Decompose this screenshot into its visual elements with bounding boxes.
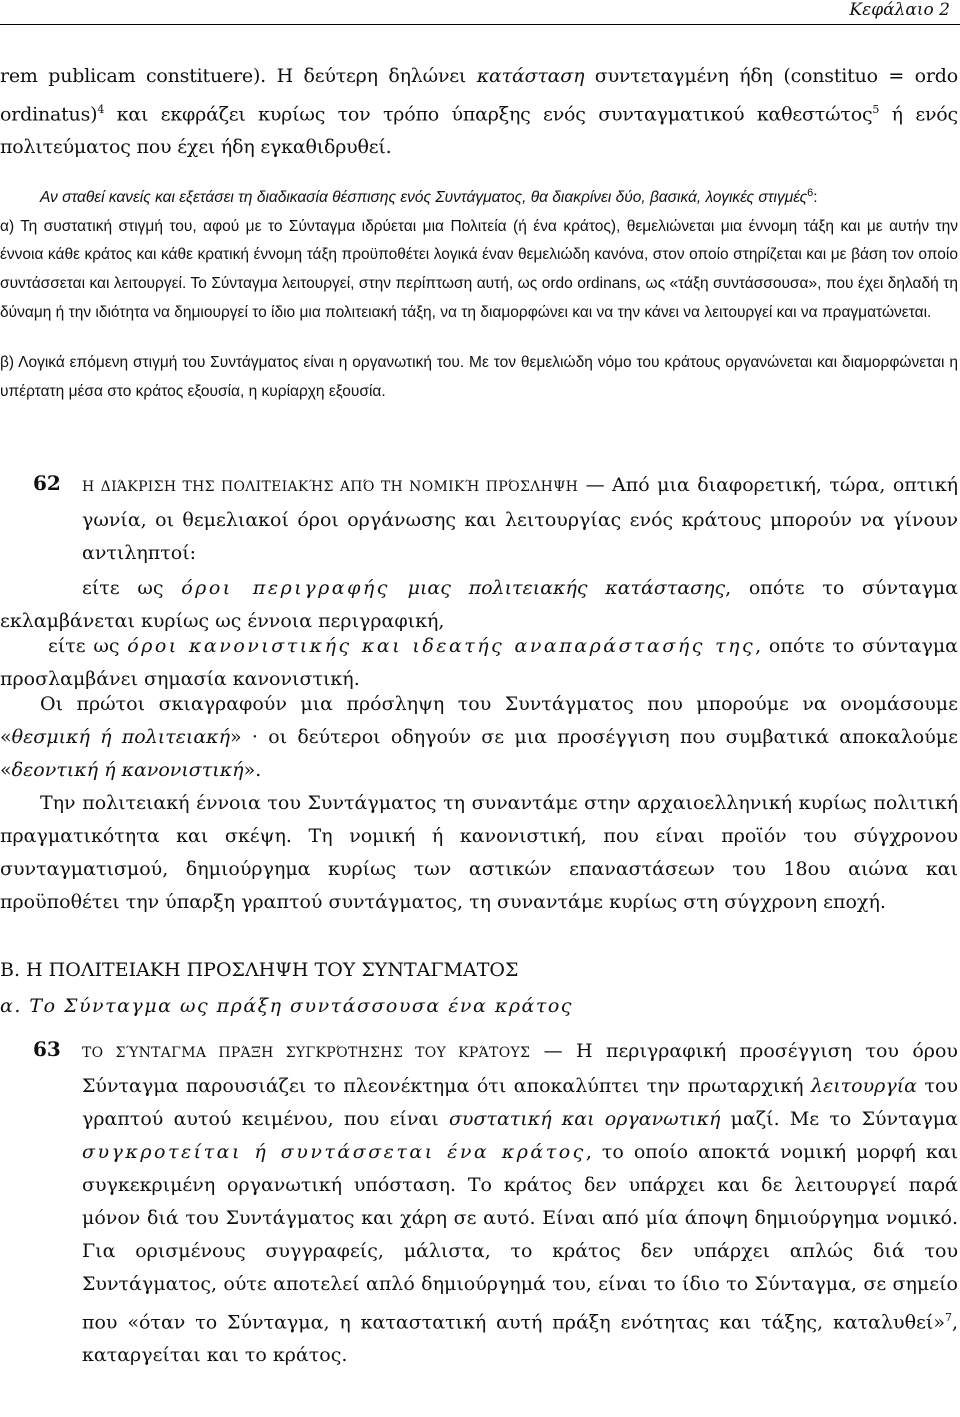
text-run: είτε ως [48, 635, 128, 657]
text-run: , καταργείται και το κράτος. [82, 1311, 958, 1367]
quote-block [0, 179, 958, 406]
text-run: — [578, 474, 613, 496]
section-heading-b: Β. Η ΠΟΛΙΤΕΙΑΚΗ ΠΡΟΣΛΗΨΗ ΤΟΥ ΣΥΝΤΑΓΜΑΤΟΣ [0, 959, 519, 981]
running-header: Κεφάλαιο 2 [849, 0, 950, 20]
text-run: μαζί. Με το Σύνταγμα [720, 1108, 958, 1130]
text-run: ». [243, 759, 262, 781]
quote-lead [0, 179, 958, 213]
text-run: και εκφράζει κυρίως τον τρόπο ύπαρξης ενός συνταγματικού καθεστώτος [104, 103, 873, 126]
text-run: είτε ως [82, 577, 182, 599]
italic-term: μιας πολιτειακής κατάστασης [389, 577, 726, 599]
text-run: » · οι δεύτεροι οδηγούν σε μια προσέγγιση που συμβατικά αποκαλούμε « [0, 726, 958, 781]
paragraph-63-heading: ΤΟ ΣΎΝΤΑΓΜΑ ΠΡΆΞΗ ΣΥΓΚΡΌΤΗΣΗΣ ΤΟΥ ΚΡΆΤΟΥΣ [82, 1045, 531, 1061]
paragraph-62-heading: Η ΔΙΆΚΡΙΣΗ ΤΗΣ ΠΟΛΙΤΕΙΑΚΉΣ ΑΠΌ ΤΗ ΝΟΜΙΚΉ ΠΡΌΣΛΗΨΗ [82, 479, 579, 495]
text-run: rem publicam constituere). Η δεύτερη δηλώνει [0, 65, 477, 87]
paragraph-62-either1 [0, 572, 958, 638]
text-run: , οπότε το σύνταγμα προσλαμβάνει σημασία κανονιστική. [0, 635, 958, 690]
text-run: , οπότε το σύνταγμα εκλαμβάνεται κυρίως ως έννοια περιγραφική, [0, 577, 958, 632]
subsection-heading-a: α. Το Σύνταγμα ως πράξη συντάσσουσα ένα κράτος [0, 995, 573, 1017]
paragraph-62-either2 [0, 630, 958, 696]
italic-term: θεσμική ή πολιτειακή [11, 726, 231, 748]
italic-term: κατάσταση [476, 65, 585, 87]
intro-paragraph [0, 60, 958, 164]
text-run: Οι πρώτοι σκιαγραφούν μια πρόσληψη του Συντάγματος που μπορούμε να ονομάσουμε « [0, 693, 958, 748]
header-rule [0, 24, 960, 25]
text-run: συντεταγμένη ήδη (constituo = ordo ordinatus) [0, 65, 959, 126]
spaced-term: όροι περιγραφής [181, 577, 390, 599]
italic-term: συστατική και οργανωτική [448, 1108, 721, 1130]
text-run: Η περιγραφική προσέγγιση του όρου Σύνταγμα παρουσιάζει το πλεονέκτημα ότι αποκαλύπτει την πρωταρχική [82, 1040, 958, 1097]
footnote-ref-7[interactable]: 7 [944, 1311, 952, 1324]
paragraph-62-lead [82, 469, 958, 570]
footnote-ref-6[interactable]: 6 [807, 187, 814, 199]
paragraph-number-63: 63 [33, 1037, 61, 1061]
text-run: Από μια διαφορετική, τώρα, οπτική γωνία, οι θεμελιακοί όροι οργάνωσης και λειτουργίας ενός κράτους μπορούν να γίνουν αντιληπτοί: [82, 474, 958, 564]
paragraph-63-lead [82, 1035, 958, 1372]
quote-alpha: α) Τη συστατική στιγμή του, αφού με το Σύνταγμα ιδρύεται μια Πολιτεία (ή ένα κράτος), θεμελιώνεται μια έννομη τάξη και με αυτήν την έννοια κάθε κράτος και κάθε κρατική έννομη τάξη προϋποθέτει λογικά έναν θεμελιώδη κανόνα, στον οποίο στηρίζεται και με βάση τον οποίο συντάσσεται και λειτουργεί. Το Σύνταγμα λειτουργεί, στην περίπτωση αυτή, ως ordo ordinans, ως «τάξη συντάσσουσα», που έχει δηλαδή τη δύναμη ή την ιδιότητα να δημιουργεί το ίδιο μια πολιτειακή τάξη, να τη διαμορφώνει και να την κάνει να λειτουργεί και να πραγματώνεται. [0, 217, 958, 321]
text-run: ή ενός πολιτεύματος που έχει ήδη εγκαθιδρυθεί. [0, 103, 958, 159]
text-run: , το οποίο αποκτά νομική μορφή και συγκεκριμένη οργανωτική υπόσταση. Το κράτος δεν υπάρχει και δε λειτουργεί παρά μόνον διά του Συντάγματος και χάρη σε αυτό. Είναι από μία άποψη δημιούργημα νομικό. Για ορισμένους συγγραφείς, μάλιστα, το κράτος δεν υπάρχει απλώς διά του Συντάγματος, ούτε αποτελεί απλό δημιούργημά του, είναι το ίδιο το Σύνταγμα, σε σημείο που «όταν το Σύνταγμα, η καταστατική αυτή πράξη ενότητας και τάξης, καταλυθεί» [82, 1141, 958, 1334]
italic-term: λειτουργία [810, 1075, 917, 1097]
footnote-ref-5[interactable]: 5 [872, 103, 880, 116]
quote-lead-text: Αν σταθεί κανείς και εξετάσει τη διαδικασία θέσπισης ενός Συντάγματος, θα διακρίνει δύο, βασικά, λογικές στιγμές [40, 189, 808, 207]
text-run: του γραπτού αυτού κειμένου, που είναι [82, 1075, 958, 1130]
italic-term: δεοντική ή κανονιστική [11, 759, 244, 781]
quote-beta: β) Λογικά επόμενη στιγμή του Συντάγματος είναι η οργανωτική του. Με τον θεμελιώδη νόμο του κράτους οργανώνεται και διαμορφώνεται η υπέρτατη μέσα στο κράτος εξουσία, η κυρίαρχη εξουσία. [0, 354, 958, 400]
spaced-term: συγκροτείται ή συντάσσεται ένα κράτος [82, 1141, 586, 1163]
footnote-ref-4[interactable]: 4 [97, 103, 105, 116]
text-run: : [813, 189, 818, 207]
paragraph-62-p3: Την πολιτειακή έννοια του Συντάγματος τη συναντάμε στην αρχαιοελληνική κυρίως πολιτική πραγματικότητα και σκέψη. Τη νομική ή κανονιστική, που είναι προϊόν του σύγχρονου συνταγματισμού, δημιούργημα κυρίως των αστικών επαναστάσεων του 18ου αιώνα και προϋποθέτει την ύπαρξη γραπτού συντάγματος, τη συναντάμε κυρίως στη σύγχρονη εποχή. [0, 792, 958, 913]
spaced-term: όροι κανονιστικής και ιδεατής αναπαράστασής της [127, 635, 756, 657]
paragraph-number-62: 62 [33, 471, 61, 495]
text-run: — [530, 1040, 576, 1062]
paragraph-62-p2 [0, 688, 958, 787]
